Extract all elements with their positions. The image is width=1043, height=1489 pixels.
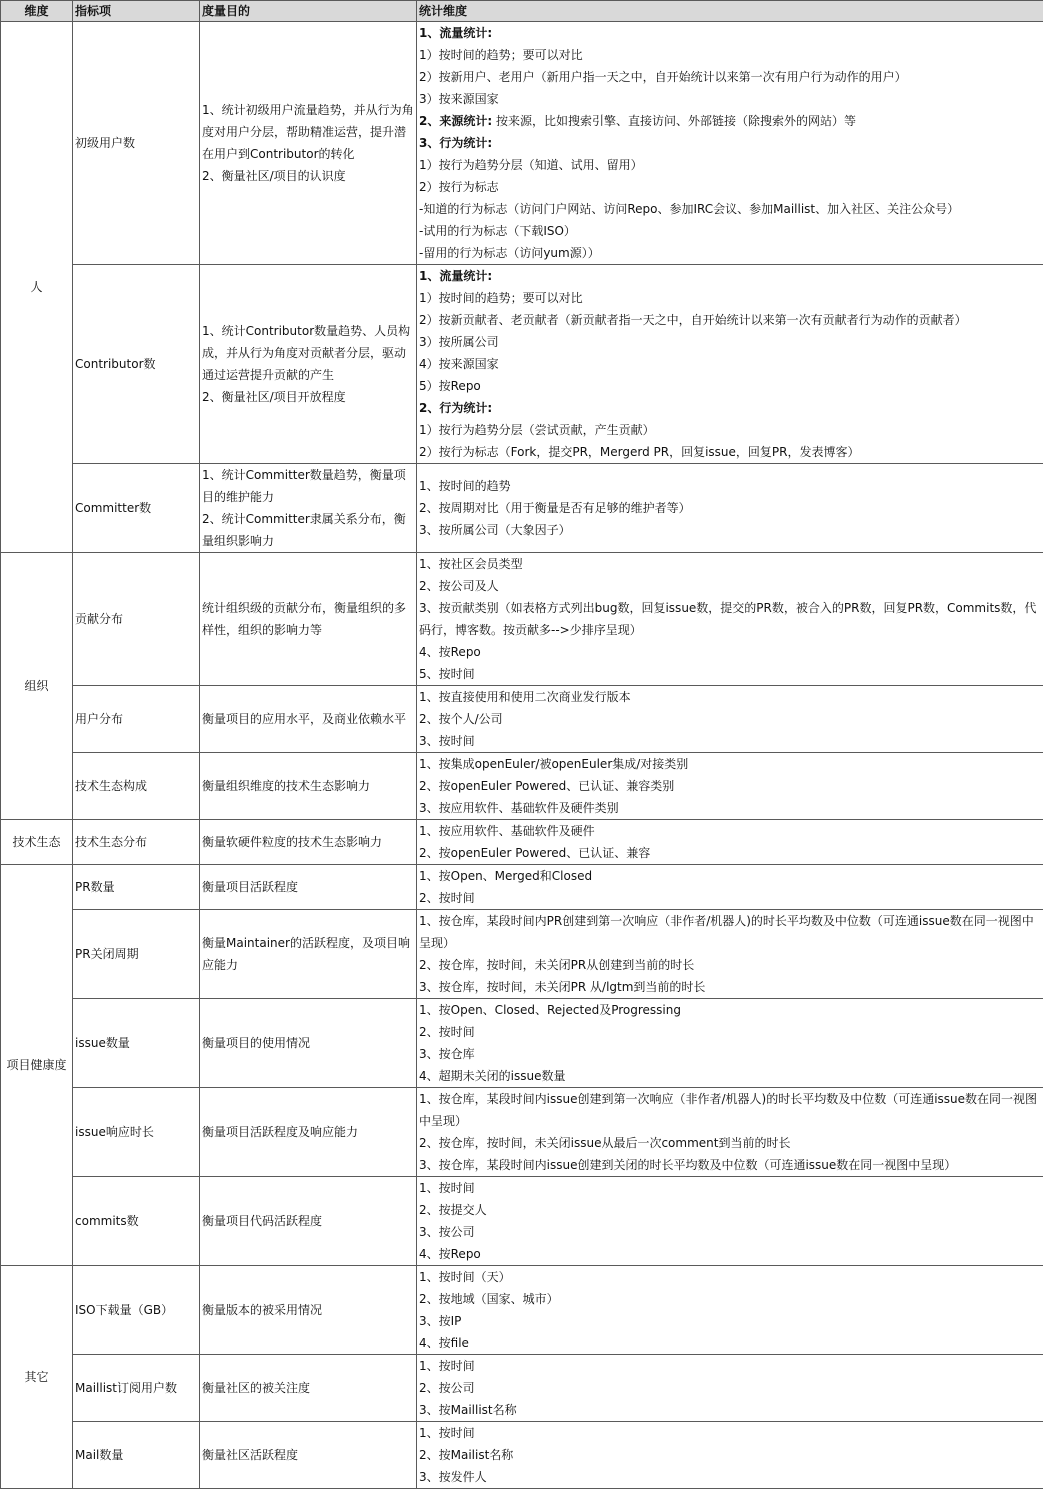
stat-text: 1、按仓库，某段时间内PR创建到第一次响应（非作者/机器人)的时长平均数及中位数（可连通issue数在同一视图中呈现） <box>419 914 1034 950</box>
stats-cell <box>417 686 1043 753</box>
purpose-cell: 1、统计Contributor数量趋势、人员构成，并从行为角度对贡献者分层，驱动通过运营提升贡献的产生 2、衡量社区/项目开放程度 <box>200 265 417 464</box>
stat-text: 3、按仓库 <box>419 1047 475 1061</box>
stat-line <box>419 1466 1041 1488</box>
purpose-cell: 衡量组织维度的技术生态影响力 <box>200 753 417 820</box>
stat-text: 3、按发件人 <box>419 1470 487 1484</box>
stat-line <box>419 198 1041 220</box>
metric-cell: 用户分布 <box>73 686 200 753</box>
stat-text: 5）按Repo <box>419 379 481 393</box>
purpose-cell: 衡量社区的被关注度 <box>200 1355 417 1422</box>
stat-line <box>419 176 1041 198</box>
stats-cell <box>417 1422 1043 1489</box>
stat-text: 3、按贡献类别（如表格方式列出bug数，回复issue数，提交的PR数，被合入的PR数，回复PR数，Commits数，代码行，博客数。按贡献多-->少排序呈现） <box>419 601 1036 637</box>
table-row <box>1 1088 1043 1177</box>
metric-cell: Maillist订阅用户数 <box>73 1355 200 1422</box>
stat-text: 2、按时间 <box>419 891 475 905</box>
metric-cell: issue数量 <box>73 999 200 1088</box>
purpose-cell: 衡量项目活跃程度及响应能力 <box>200 1088 417 1177</box>
stat-line <box>419 22 1041 44</box>
stat-text: 4）按来源国家 <box>419 357 499 371</box>
stat-line <box>419 441 1041 463</box>
purpose-cell: 1、统计Committer数量趋势，衡量项目的维护能力 2、统计Committer隶属关系分布，衡量组织影响力 <box>200 464 417 553</box>
stat-text: 3、按所属公司（大象因子） <box>419 523 571 537</box>
stat-text: 1、按应用软件、基础软件及硬件 <box>419 824 595 838</box>
stat-line <box>419 265 1041 287</box>
metric-cell: Mail数量 <box>73 1422 200 1489</box>
stat-line <box>419 375 1041 397</box>
stat-line <box>419 797 1041 819</box>
table-row <box>1 464 1043 553</box>
stat-line <box>419 730 1041 752</box>
stat-text: -试用的行为标志（下载ISO） <box>419 224 576 238</box>
stat-line <box>419 66 1041 88</box>
table-row <box>1 999 1043 1088</box>
stats-cell <box>417 1177 1043 1266</box>
stat-heading: 2、行为统计: <box>419 401 492 415</box>
stats-cell <box>417 22 1043 265</box>
stat-text: 1、按时间 <box>419 1181 475 1195</box>
stat-line <box>419 1332 1041 1354</box>
stat-text: 2、按公司 <box>419 1381 475 1395</box>
table-body <box>1 22 1043 1489</box>
purpose-cell: 衡量项目的使用情况 <box>200 999 417 1088</box>
stat-text: 1、按时间（天） <box>419 1270 511 1284</box>
stats-cell <box>417 1355 1043 1422</box>
metric-cell: Contributor数 <box>73 265 200 464</box>
metric-cell: 技术生态构成 <box>73 753 200 820</box>
stat-line <box>419 753 1041 775</box>
stat-text: 3、按仓库，某段时间内issue创建到关闭的时长平均数及中位数（可连通issue数在同一视图中呈现） <box>419 1158 956 1172</box>
stats-cell <box>417 999 1043 1088</box>
table-row <box>1 1177 1043 1266</box>
stat-line <box>419 242 1041 264</box>
stat-line <box>419 132 1041 154</box>
stat-heading: 3、行为统计: <box>419 136 492 150</box>
stat-line <box>419 1243 1041 1265</box>
table-row <box>1 686 1043 753</box>
stat-text: 2、按公司及人 <box>419 579 499 593</box>
metric-cell: Committer数 <box>73 464 200 553</box>
stat-line <box>419 575 1041 597</box>
stat-text: 4、超期未关闭的issue数量 <box>419 1069 565 1083</box>
dimension-cell: 人 <box>1 22 73 553</box>
stat-line <box>419 110 1041 132</box>
stat-text: 2）按行为标志（Fork，提交PR，Mergerd PR，回复issue，回复PR，发表博客） <box>419 445 860 459</box>
stat-text: 1、按时间 <box>419 1359 475 1373</box>
stat-text: 1）按时间的趋势；要可以对比 <box>419 48 583 62</box>
stat-line <box>419 475 1041 497</box>
stat-line <box>419 1199 1041 1221</box>
stats-cell <box>417 553 1043 686</box>
stat-text: 1、按集成openEuler/被openEuler集成/对接类别 <box>419 757 688 771</box>
stat-line <box>419 1266 1041 1288</box>
stat-heading: 1、流量统计: <box>419 26 492 40</box>
metric-cell: issue响应时长 <box>73 1088 200 1177</box>
stat-text: 2）按行为标志 <box>419 180 499 194</box>
purpose-cell: 统计组织级的贡献分布，衡量组织的多样性，组织的影响力等 <box>200 553 417 686</box>
stat-text: 5、按时间 <box>419 667 475 681</box>
stat-text: 2、按仓库，按时间，未关闭PR从创建到当前的时长 <box>419 958 694 972</box>
table-row <box>1 1422 1043 1489</box>
stat-line <box>419 1355 1041 1377</box>
stat-text: 1）按时间的趋势；要可以对比 <box>419 291 583 305</box>
stat-heading: 1、流量统计: <box>419 269 492 283</box>
stat-text: 3、按公司 <box>419 1225 475 1239</box>
stat-line <box>419 553 1041 575</box>
stat-line <box>419 1221 1041 1243</box>
stat-text: 按来源，比如搜索引擎、直接访问、外部链接（除搜索外的网站）等 <box>492 114 856 128</box>
dimension-cell: 组织 <box>1 553 73 820</box>
stat-line <box>419 1132 1041 1154</box>
stat-text: 3、按IP <box>419 1314 461 1328</box>
stat-text: 3）按所属公司 <box>419 335 499 349</box>
stat-heading: 2、来源统计: <box>419 114 492 128</box>
table-row <box>1 265 1043 464</box>
stat-line <box>419 88 1041 110</box>
stat-text: 2、按周期对比（用于衡量是否有足够的维护者等） <box>419 501 691 515</box>
stat-text: 3、按仓库，按时间，未关闭PR 从/lgtm到当前的时长 <box>419 980 705 994</box>
stat-line <box>419 497 1041 519</box>
purpose-cell: 衡量软硬件粒度的技术生态影响力 <box>200 820 417 865</box>
stat-line <box>419 663 1041 685</box>
purpose-cell: 衡量项目代码活跃程度 <box>200 1177 417 1266</box>
stat-line <box>419 954 1041 976</box>
stat-text: 1）按行为趋势分层（知道、试用、留用） <box>419 158 643 172</box>
metric-cell: ISO下载量（GB） <box>73 1266 200 1355</box>
stat-text: 1、按社区会员类型 <box>419 557 523 571</box>
table-row <box>1 22 1043 265</box>
table-row <box>1 553 1043 686</box>
metric-cell: 贡献分布 <box>73 553 200 686</box>
header-stats: 统计维度 <box>417 1 1043 22</box>
stats-cell <box>417 1088 1043 1177</box>
stat-line <box>419 1065 1041 1087</box>
stat-line <box>419 820 1041 842</box>
stats-cell <box>417 265 1043 464</box>
stats-cell <box>417 910 1043 999</box>
stat-line <box>419 842 1041 864</box>
stat-text: 1）按行为趋势分层（尝试贡献，产生贡献） <box>419 423 655 437</box>
header-purpose: 度量目的 <box>200 1 417 22</box>
stat-line <box>419 220 1041 242</box>
table-row <box>1 1355 1043 1422</box>
stats-cell <box>417 464 1043 553</box>
stat-line <box>419 154 1041 176</box>
stat-line <box>419 1088 1041 1132</box>
table-row <box>1 753 1043 820</box>
purpose-cell: 衡量项目活跃程度 <box>200 865 417 910</box>
stat-line <box>419 708 1041 730</box>
stat-line <box>419 976 1041 998</box>
stats-cell <box>417 753 1043 820</box>
stat-line <box>419 1377 1041 1399</box>
metric-cell: PR数量 <box>73 865 200 910</box>
stat-text: 4、按file <box>419 1336 469 1350</box>
header-row <box>1 1 1043 22</box>
stat-line <box>419 775 1041 797</box>
purpose-cell: 1、统计初级用户流量趋势，并从行为角度对用户分层，帮助精准运营，提升潜在用户到Contributor的转化 2、衡量社区/项目的认识度 <box>200 22 417 265</box>
stat-text: 1、按仓库，某段时间内issue创建到第一次响应（非作者/机器人)的时长平均数及中位数（可连通issue数在同一视图中呈现） <box>419 1092 1037 1128</box>
metric-cell: 初级用户数 <box>73 22 200 265</box>
metric-cell: commits数 <box>73 1177 200 1266</box>
table-row <box>1 865 1043 910</box>
table-row <box>1 910 1043 999</box>
stat-text: 2、按openEuler Powered、已认证、兼容 <box>419 846 650 860</box>
stat-text: 3、按时间 <box>419 734 475 748</box>
metric-cell: PR关闭周期 <box>73 910 200 999</box>
purpose-cell: 衡量项目的应用水平，及商业依赖水平 <box>200 686 417 753</box>
stat-line <box>419 1310 1041 1332</box>
header-dimension: 维度 <box>1 1 73 22</box>
stat-line <box>419 44 1041 66</box>
stat-text: 2、按Mailist名称 <box>419 1448 513 1462</box>
stat-line <box>419 519 1041 541</box>
purpose-cell: 衡量社区活跃程度 <box>200 1422 417 1489</box>
stat-line <box>419 597 1041 641</box>
table-row <box>1 1266 1043 1355</box>
stat-text: 2、按openEuler Powered、已认证、兼容类别 <box>419 779 674 793</box>
stats-cell <box>417 820 1043 865</box>
stat-line <box>419 309 1041 331</box>
stat-line <box>419 1422 1041 1444</box>
stat-text: 2、按仓库，按时间，未关闭issue从最后一次comment到当前的时长 <box>419 1136 790 1150</box>
stat-line <box>419 353 1041 375</box>
stat-line <box>419 865 1041 887</box>
stat-line <box>419 1288 1041 1310</box>
stat-line <box>419 999 1041 1021</box>
stat-text: -知道的行为标志（访问门户网站、访问Repo、参加IRC会议、参加Maillist、加入社区、关注公众号） <box>419 202 959 216</box>
stat-line <box>419 1177 1041 1199</box>
stat-line <box>419 1444 1041 1466</box>
stat-text: 3、按Maillist名称 <box>419 1403 517 1417</box>
dimension-cell: 其它 <box>1 1266 73 1489</box>
stat-line <box>419 1154 1041 1176</box>
stat-text: 2、按地域（国家、城市） <box>419 1292 559 1306</box>
stat-text: 3）按来源国家 <box>419 92 499 106</box>
stats-cell <box>417 1266 1043 1355</box>
stat-text: 2、按时间 <box>419 1025 475 1039</box>
stat-text: 4、按Repo <box>419 1247 481 1261</box>
stat-line <box>419 1043 1041 1065</box>
stat-line <box>419 331 1041 353</box>
stat-text: 1、按时间 <box>419 1426 475 1440</box>
stat-text: 1、按Open、Closed、Rejected及Progressing <box>419 1003 681 1017</box>
stat-text: -留用的行为标志（访问yum源）） <box>419 246 600 260</box>
stat-text: 1、按直接使用和使用二次商业发行版本 <box>419 690 631 704</box>
stat-line <box>419 887 1041 909</box>
table-row <box>1 820 1043 865</box>
stat-text: 1、按Open、Merged和Closed <box>419 869 592 883</box>
stat-text: 2、按提交人 <box>419 1203 487 1217</box>
metric-cell: 技术生态分布 <box>73 820 200 865</box>
stat-line <box>419 686 1041 708</box>
dimension-cell: 技术生态 <box>1 820 73 865</box>
stat-line <box>419 1399 1041 1421</box>
stat-line <box>419 910 1041 954</box>
stat-line <box>419 1021 1041 1043</box>
stat-line <box>419 641 1041 663</box>
dimension-cell: 项目健康度 <box>1 865 73 1266</box>
stat-line <box>419 419 1041 441</box>
purpose-cell: 衡量版本的被采用情况 <box>200 1266 417 1355</box>
stats-cell <box>417 865 1043 910</box>
stat-text: 4、按Repo <box>419 645 481 659</box>
stat-text: 1、按时间的趋势 <box>419 479 511 493</box>
stat-text: 2）按新用户、老用户（新用户指一天之中，自开始统计以来第一次有用户行为动作的用户） <box>419 70 907 84</box>
stat-text: 3、按应用软件、基础软件及硬件类别 <box>419 801 619 815</box>
header-metric: 指标项 <box>73 1 200 22</box>
stat-line <box>419 397 1041 419</box>
stat-text: 2）按新贡献者、老贡献者（新贡献者指一天之中，自开始统计以来第一次有贡献者行为动作的贡献者） <box>419 313 967 327</box>
stat-line <box>419 287 1041 309</box>
purpose-cell: 衡量Maintainer的活跃程度，及项目响应能力 <box>200 910 417 999</box>
stat-text: 2、按个人/公司 <box>419 712 503 726</box>
